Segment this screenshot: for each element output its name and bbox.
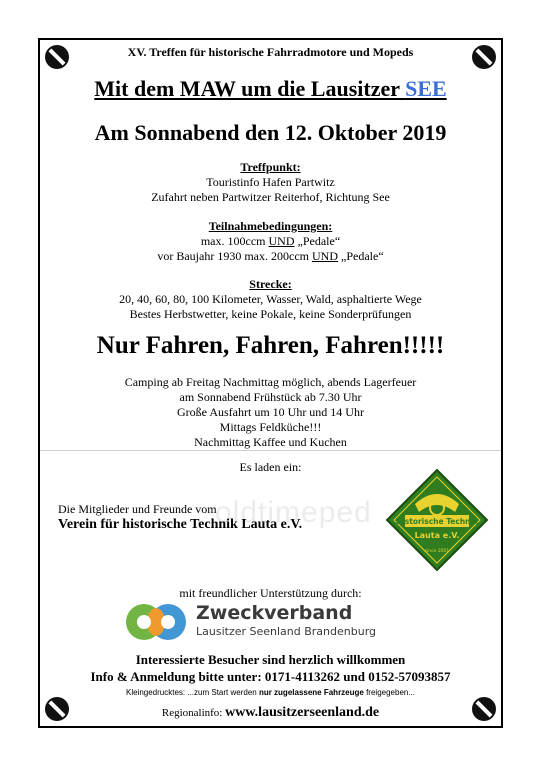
- treffpunkt-line: Zufahrt neben Partwitzer Reiterhof, Richtung See: [151, 190, 390, 204]
- title-main: Mit dem MAW um die Lausitzer: [94, 76, 406, 101]
- emblem-subtitle: Lauta e.V.: [414, 531, 460, 540]
- route-heading: Strecke:: [249, 277, 292, 291]
- condition-line: [40, 234, 501, 249]
- route-line: Bestes Herbstwetter, keine Pokale, keine Sonderprüfungen: [129, 307, 412, 321]
- poster-frame: [38, 38, 503, 728]
- fine-print: [40, 688, 501, 697]
- slogan: Nur Fahren, Fahren, Fahren!!!!!: [96, 332, 445, 359]
- condition-line: [40, 249, 501, 264]
- poster-title: [40, 76, 501, 102]
- treffpunkt-heading: Treffpunkt:: [240, 160, 301, 174]
- event-series-line: XV. Treffen für historische Fahrradmotore und Mopeds: [127, 45, 414, 59]
- condition-text: „Pedale“: [294, 234, 341, 248]
- event-date: Am Sonnabend den 12. Oktober 2019: [94, 120, 447, 145]
- program-item: am Sonnabend Frühstück ab 7.30 Uhr: [179, 390, 362, 404]
- emblem-year: since 2001: [424, 549, 450, 554]
- support-label: mit freundlicher Unterstützung durch:: [179, 586, 362, 600]
- club-name: Verein für historische Technik Lauta e.V.: [58, 517, 303, 532]
- condition-text: vor Baujahr 1930 max. 200ccm: [157, 249, 312, 263]
- program-item: Camping ab Freitag Nachmittag möglich, abends Lagerfeuer: [124, 375, 417, 389]
- contact-line: Info & Anmeldung bitte unter: 0171-4113262 und 0152-57093857: [90, 669, 451, 684]
- program-item: Nachmittag Kaffee und Kuchen: [194, 435, 347, 449]
- treffpunkt-section: [40, 160, 501, 205]
- route-section: [40, 277, 501, 322]
- title-accent: SEE: [405, 76, 447, 101]
- invite-line: Es laden ein:: [239, 460, 302, 474]
- conditions-heading: Teilnahmebedingungen:: [208, 219, 333, 233]
- visitors-line: Interessierte Besucher sind herzlich willkommen: [135, 652, 406, 667]
- divider: [40, 450, 501, 451]
- region-info: [40, 704, 501, 721]
- program-item: Mittags Feldküche!!!: [219, 420, 322, 434]
- conditions-section: [40, 219, 501, 264]
- club-emblem: [385, 468, 489, 572]
- program-list: [40, 375, 501, 450]
- condition-emphasis: UND: [268, 234, 295, 248]
- watermark: oldtimeped: [215, 496, 372, 529]
- fine-print-emphasis: nur zugelassene Fahrzeuge: [258, 688, 364, 697]
- fine-print-text: Kleingedrucktes: ...zum Start werden: [125, 688, 259, 697]
- region-label: Regionalinfo:: [161, 707, 226, 719]
- emblem-title: Historische Technik: [395, 517, 479, 526]
- support-org-subtitle: Lausitzer Seenland Brandenburg: [196, 625, 377, 638]
- condition-emphasis: UND: [312, 249, 338, 263]
- members-line: Die Mitglieder und Freunde vom: [58, 502, 217, 516]
- program-item: Große Ausfahrt um 10 Uhr und 14 Uhr: [177, 405, 364, 419]
- zweckverband-logo: [122, 600, 190, 644]
- condition-text: max. 100ccm: [200, 234, 269, 248]
- fine-print-text: freigegeben...: [363, 688, 416, 697]
- route-line: 20, 40, 60, 80, 100 Kilometer, Wasser, Wald, asphaltierte Wege: [119, 292, 422, 306]
- region-link[interactable]: www.lausitzerseenland.de: [225, 705, 380, 720]
- treffpunkt-line: Touristinfo Hafen Partwitz: [206, 175, 335, 189]
- support-org-name: Zweckverband: [196, 602, 353, 624]
- condition-text: „Pedale“: [338, 249, 384, 263]
